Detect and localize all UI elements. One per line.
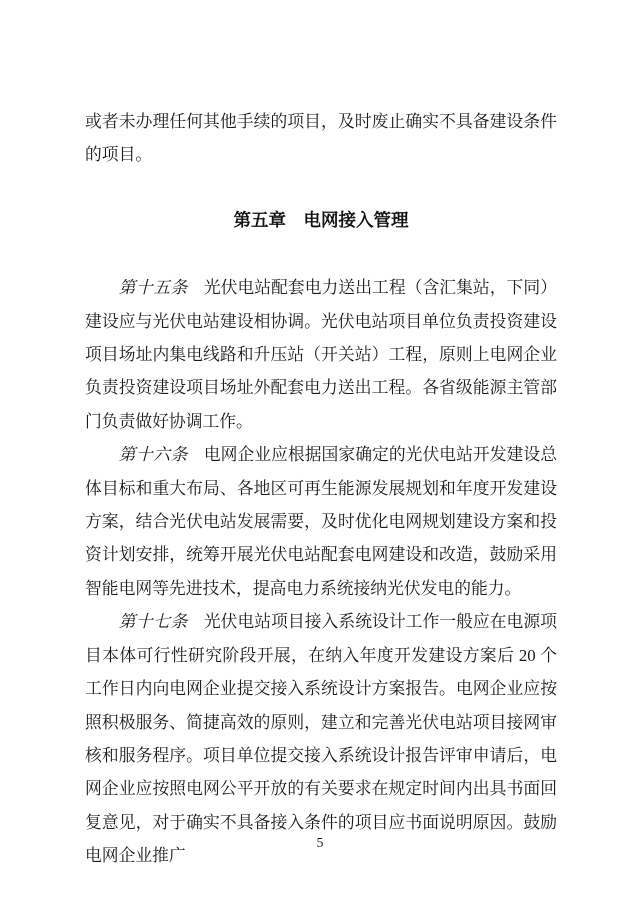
paragraph-text: 电网企业应根据国家确定的光伏电站开发建设总体目标和重大布局、各地区可再生能源发展规划和年度开发建设方案，结合光伏电站发展需要，及时优化电网规划建设方案和投资计划安排，统筹开展光伏电站配套电网建设和改造，鼓励采用智能电网等先进技术，提高电力系统接纳光伏发电的能力。 — [85, 445, 557, 598]
paragraph-article-16 — [85, 438, 557, 605]
paragraph-article-15 — [85, 271, 557, 438]
article-number: 第十六条 — [118, 445, 188, 465]
paragraph-text: 光伏电站项目接入系统设计工作一般应在电源项目本体可行性研究阶段开展，在纳入年度开发建设方案后 20 个工作日内向电网企业提交接入系统设计方案报告。电网企业应按照积极服务、简捷高效的原则，建立和完善光伏电站项目接网审核和服务程序。项目单位提交接入系统设计报告评审申请后，电网企业应按照电网公平开放的有关要求在规定时间内出具书面回复意见，对于确实不具备接入条件的项目应书面说明原因。鼓励电网企业推广 — [85, 612, 557, 866]
page-number: 5 — [316, 835, 324, 850]
paragraph-continuation — [85, 105, 557, 172]
article-number: 第十七条 — [118, 612, 188, 632]
chapter-heading: 第五章 电网接入管理 — [233, 209, 409, 230]
document-body — [85, 105, 557, 873]
paragraph-text: 光伏电站配套电力送出工程（含汇集站，下同）建设应与光伏电站建设相协调。光伏电站项目单位负责投资建设项目场址内集电线路和升压站（开关站）工程，原则上电网企业负责投资建设项目场址外配套电力送出工程。各省级能源主管部门负责做好协调工作。 — [85, 278, 557, 431]
paragraph-text: 或者未办理任何其他手续的项目，及时废止确实不具备建设条件的项目。 — [85, 112, 557, 165]
article-number: 第十五条 — [118, 278, 188, 298]
